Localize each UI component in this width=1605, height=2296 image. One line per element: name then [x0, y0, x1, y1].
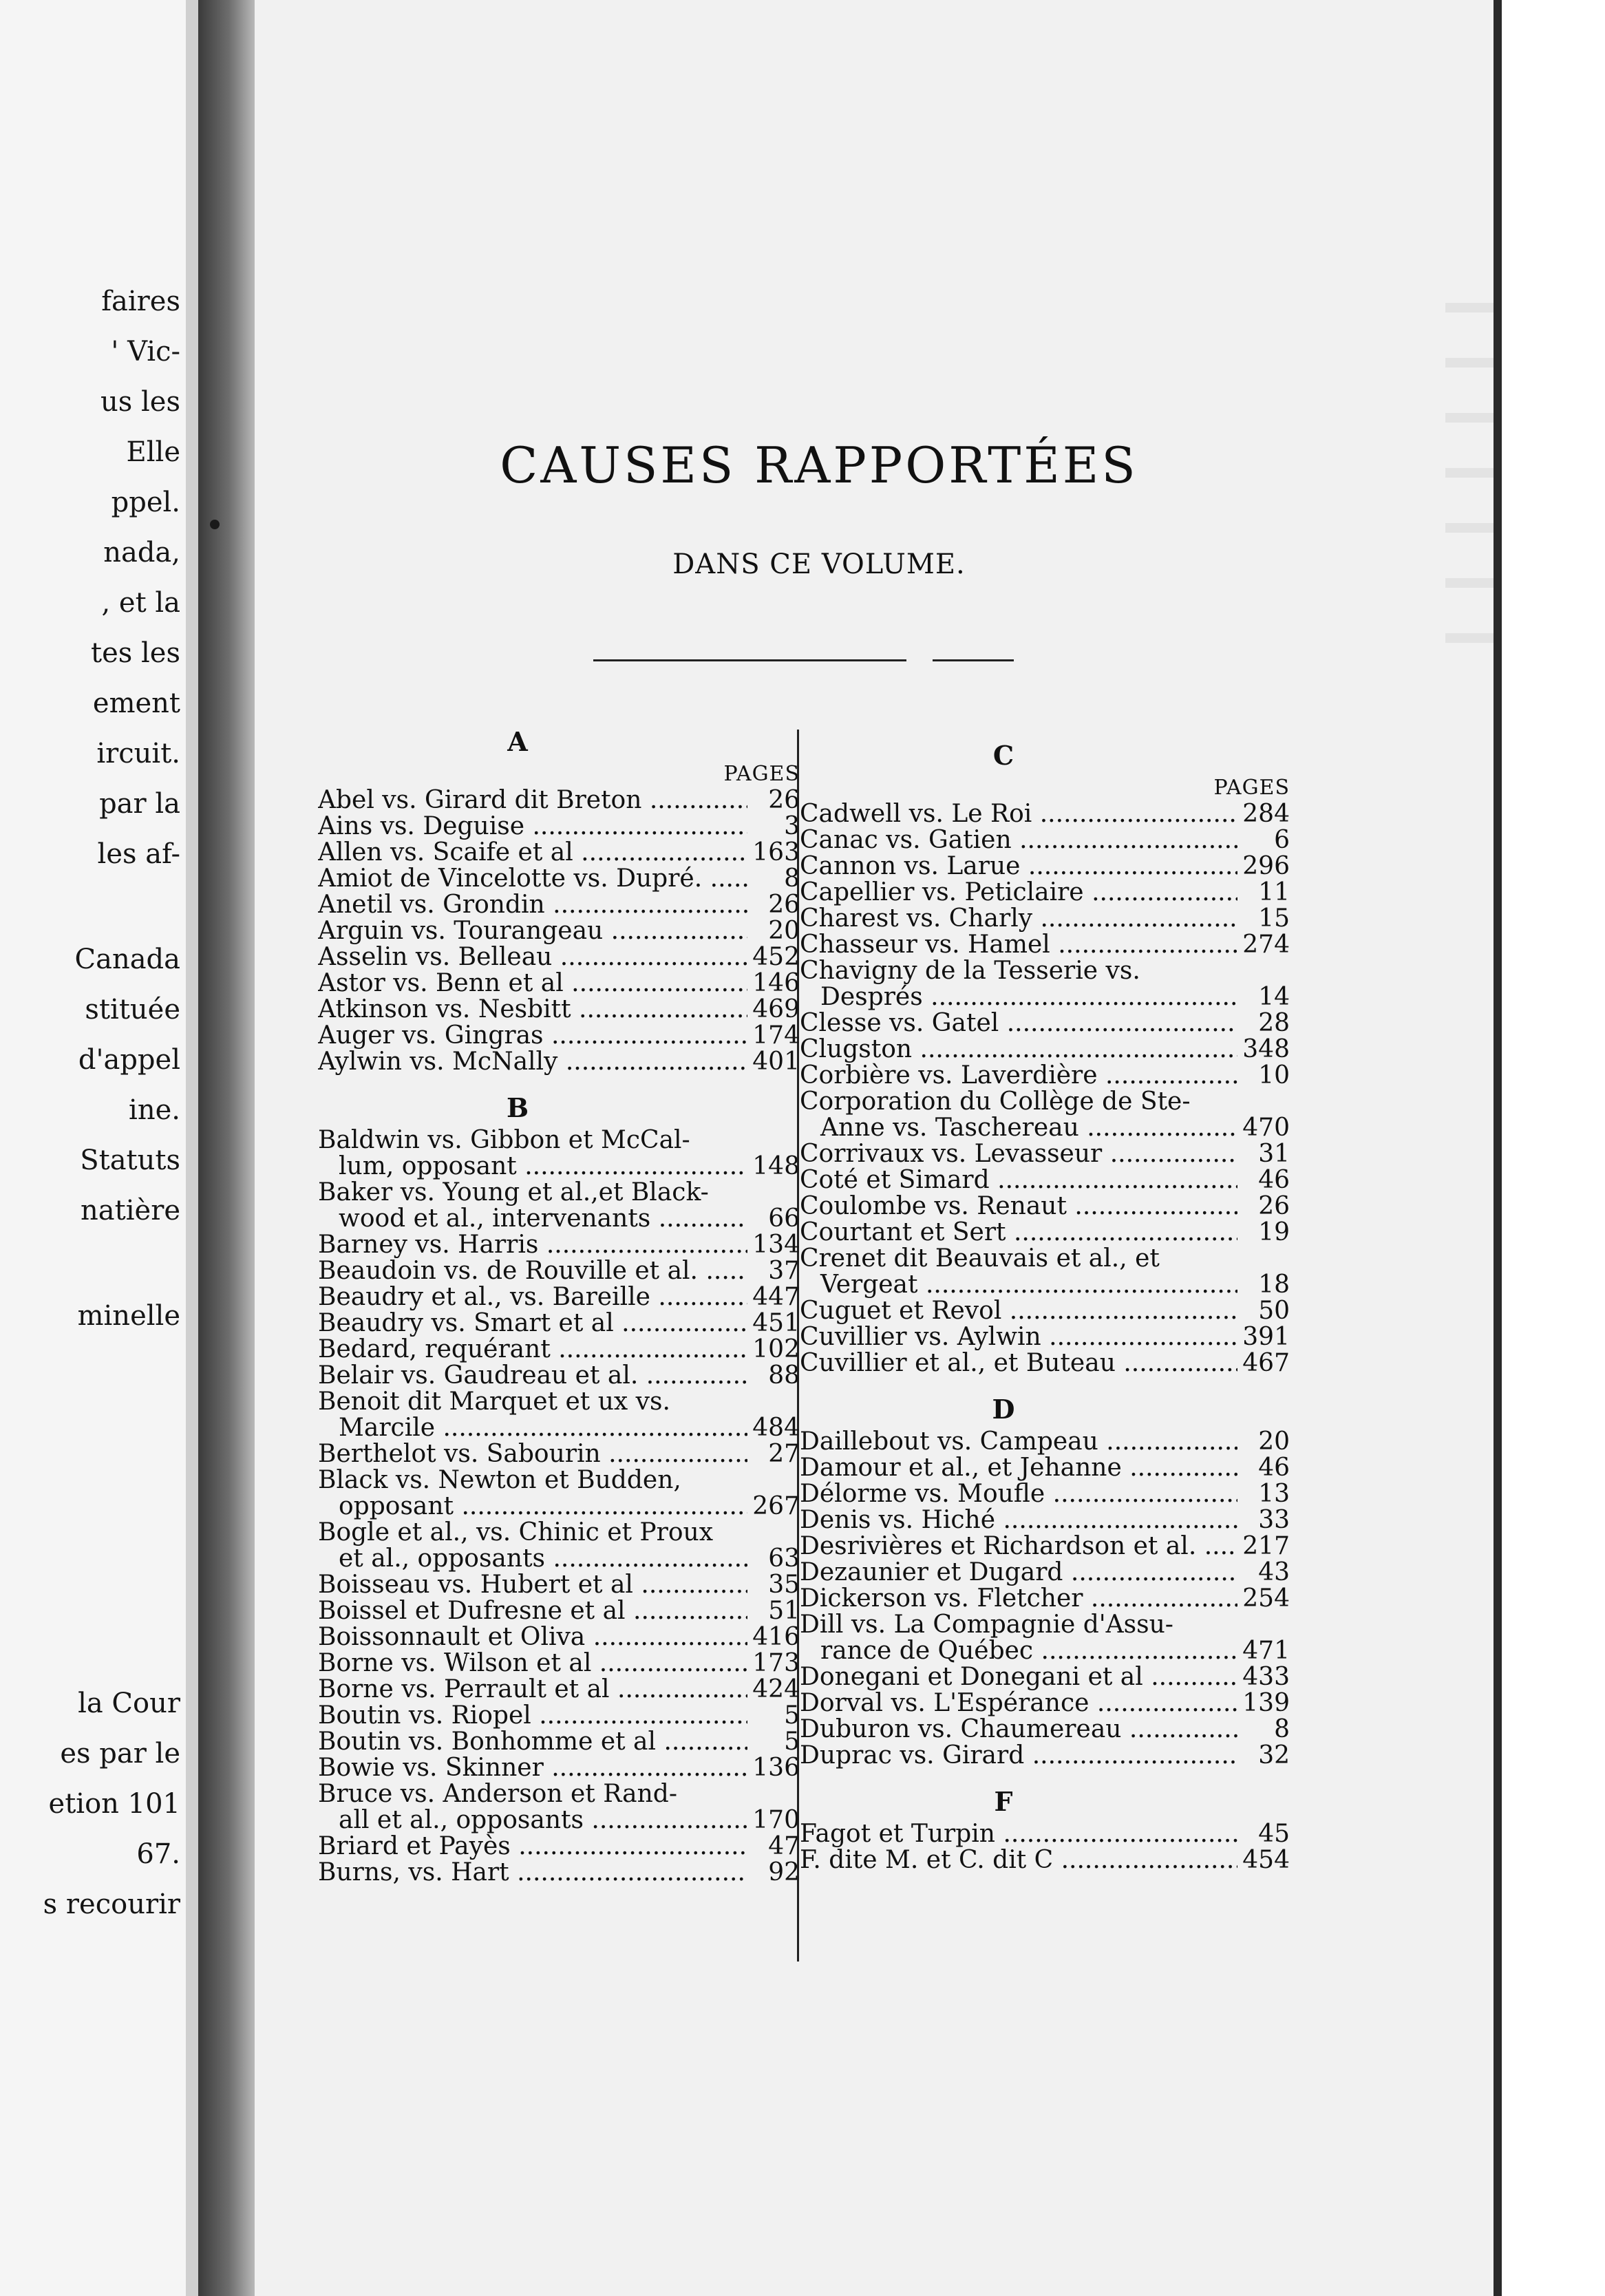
index-entry — [800, 1037, 1290, 1063]
index-entry — [800, 1298, 1290, 1324]
page-number: 163 — [752, 838, 800, 867]
case-name: Charest vs. Charly ..... — [800, 906, 1237, 932]
page-number: 173 — [752, 1649, 800, 1677]
page-number: 284 — [1242, 800, 1290, 828]
index-entry — [800, 1010, 1290, 1037]
case-name: Clugston ..... — [800, 1037, 1237, 1063]
page-number: 46 — [1258, 1454, 1290, 1482]
page-number: 433 — [1242, 1663, 1290, 1691]
index-entry — [800, 1429, 1290, 1455]
index-entry — [318, 866, 800, 892]
page-number: 19 — [1258, 1218, 1290, 1246]
index-entry — [800, 1690, 1290, 1716]
page-number: 424 — [752, 1675, 800, 1703]
facing-page-line: minelle — [77, 1300, 180, 1332]
page-number: 15 — [1258, 904, 1290, 933]
page-number: 37 — [768, 1257, 800, 1285]
facing-page-line: Canada — [74, 944, 180, 975]
case-name: Asselin vs. Belleau ..... — [318, 944, 747, 970]
section-letter: B — [506, 1092, 529, 1123]
facing-page-line: ine. — [129, 1094, 180, 1126]
page-number: 401 — [752, 1048, 800, 1076]
index-entry — [318, 1598, 800, 1624]
case-name: Chasseur vs. Hamel ..... — [800, 932, 1237, 958]
index-entry — [318, 1023, 800, 1049]
index-entry — [318, 1154, 800, 1180]
case-name: Boutin vs. Bonhomme et al ..... — [318, 1729, 747, 1755]
section-gap — [318, 1886, 800, 1900]
facing-page-line: d'appel — [78, 1044, 180, 1076]
index-entry-line: Baker vs. Young et al.,et Black- — [318, 1178, 709, 1207]
index-entry-line: Black vs. Newton et Budden, — [318, 1466, 681, 1494]
case-name: Amiot de Vincelotte vs. Dupré. ..... — [318, 866, 747, 892]
index-entry — [800, 984, 1290, 1010]
case-name: Bowie vs. Skinner ..... — [318, 1755, 747, 1781]
case-name: Corrivaux vs. Levasseur ..... — [800, 1141, 1237, 1167]
index-entry — [318, 1860, 800, 1886]
index-entry — [800, 932, 1290, 958]
case-name: Beaudry et al., vs. Bareille ..... — [318, 1284, 747, 1310]
case-name: Burns, vs. Hart ..... — [318, 1860, 747, 1886]
case-name: Donegani et Donegani et al ..... — [800, 1664, 1237, 1690]
page-number: 447 — [752, 1283, 800, 1311]
page-number: 33 — [1258, 1506, 1290, 1534]
case-name: Capellier vs. Peticlaire ..... — [800, 880, 1237, 906]
case-name: Dorval vs. L'Espérance ..... — [800, 1690, 1237, 1716]
page-number: 148 — [752, 1152, 800, 1180]
facing-page-line: us les — [100, 386, 180, 418]
page-number: 35 — [768, 1571, 800, 1599]
index-entry — [318, 1258, 800, 1284]
section-letter: D — [992, 1394, 1015, 1425]
index-entry-line: Benoit dit Marquet et ux vs. — [318, 1388, 670, 1416]
facing-page-line: ircuit. — [96, 738, 180, 769]
index-entry — [800, 1716, 1290, 1743]
index-entry — [318, 1441, 800, 1467]
index-entry — [800, 1821, 1290, 1847]
page-number: 470 — [1242, 1114, 1290, 1142]
page-subtitle: DANS CE VOLUME. — [672, 549, 966, 580]
page-number: 170 — [752, 1806, 800, 1834]
case-name: Cuvillier vs. Aylwin ..... — [800, 1324, 1237, 1350]
case-name: Aylwin vs. McNally ..... — [318, 1049, 747, 1075]
page-number: 5 — [784, 1701, 800, 1730]
page-number: 454 — [1242, 1846, 1290, 1874]
index-entry-line: Dill vs. La Compagnie d'Assu- — [800, 1611, 1173, 1639]
page-number: 471 — [1242, 1637, 1290, 1665]
page-number: 484 — [752, 1414, 800, 1442]
index-entry-line: Bogle et al., vs. Chinic et Proux — [318, 1518, 714, 1546]
index-entry — [800, 801, 1290, 827]
page-number: 217 — [1242, 1532, 1290, 1560]
index-entry — [800, 1167, 1290, 1193]
case-name: Fagot et Turpin ..... — [800, 1821, 1237, 1847]
facing-page-line: Elle — [126, 436, 180, 468]
page-number: 47 — [768, 1832, 800, 1860]
page-number: 348 — [1242, 1035, 1290, 1063]
facing-page-line: par la — [99, 788, 180, 820]
page-number: 11 — [1258, 878, 1290, 906]
index-entry — [318, 1415, 800, 1441]
page-number: 26 — [768, 786, 800, 814]
index-entry — [800, 1507, 1290, 1533]
page-number: 45 — [1258, 1820, 1290, 1848]
case-name: Boutin vs. Riopel ..... — [318, 1703, 747, 1729]
index-entry — [318, 840, 800, 866]
page-number: 20 — [768, 917, 800, 945]
page-number: 26 — [1258, 1192, 1290, 1220]
case-name: Denis vs. Hiché ..... — [800, 1507, 1237, 1533]
page-title: CAUSES RAPPORTÉES — [500, 436, 1138, 494]
index-entry — [318, 1677, 800, 1703]
index-entry — [318, 970, 800, 997]
index-entry — [318, 1624, 800, 1650]
facing-page-line: natière — [81, 1195, 180, 1226]
page-number: 88 — [768, 1361, 800, 1390]
case-name: all et al., opposants ..... — [318, 1807, 747, 1833]
page-number: 32 — [1258, 1741, 1290, 1769]
page-number: 8 — [784, 864, 800, 893]
section-letter: A — [507, 726, 528, 757]
case-name: Atkinson vs. Nesbitt ..... — [318, 997, 747, 1023]
facing-page — [0, 0, 186, 2296]
index-entry — [800, 1664, 1290, 1690]
case-name: Anetil vs. Grondin ..... — [318, 892, 747, 918]
case-name: Cadwell vs. Le Roi ..... — [800, 801, 1237, 827]
case-name: F. dite M. et C. dit C ..... — [800, 1847, 1237, 1873]
case-name: Boissonnault et Oliva ..... — [318, 1624, 747, 1650]
page-number: 66 — [768, 1204, 800, 1233]
index-entry — [800, 1141, 1290, 1167]
index-entry — [800, 1063, 1290, 1089]
case-name: Ains vs. Deguise ..... — [318, 814, 747, 840]
case-name: Délorme vs. Moufle ..... — [800, 1481, 1237, 1507]
facing-page-line: , et la — [101, 587, 180, 619]
facing-page-line: es par le — [60, 1738, 180, 1769]
facing-page-line: etion 101 — [48, 1788, 180, 1820]
index-entry — [800, 1272, 1290, 1298]
case-name: opposant ..... — [318, 1494, 747, 1520]
index-entry — [318, 1650, 800, 1677]
page-number: 139 — [1242, 1689, 1290, 1717]
case-name: Abel vs. Girard dit Breton ..... — [318, 787, 747, 814]
page-number: 18 — [1258, 1271, 1290, 1299]
page-number: 27 — [768, 1440, 800, 1468]
index-entry — [318, 918, 800, 944]
case-name: wood et al., intervenants ..... — [318, 1206, 747, 1232]
page-number: 469 — [752, 995, 800, 1023]
index-entry — [800, 1115, 1290, 1141]
case-name: Anne vs. Taschereau ..... — [800, 1115, 1237, 1141]
case-name: Després ..... — [800, 984, 1237, 1010]
case-name: lum, opposant ..... — [318, 1154, 747, 1180]
facing-page-line: 67. — [136, 1838, 180, 1870]
facing-page-line: les af- — [97, 838, 180, 870]
index-entry-line: Corporation du Collège de Ste- — [800, 1087, 1191, 1116]
facing-page-line: ' Vic- — [111, 336, 180, 368]
facing-page-line: ppel. — [111, 487, 180, 518]
section-letter: F — [994, 1786, 1013, 1817]
case-name: Arguin vs. Tourangeau ..... — [318, 918, 747, 944]
page-number: 267 — [752, 1492, 800, 1520]
page-number: 136 — [752, 1754, 800, 1782]
case-name: et al., opposants ..... — [318, 1546, 747, 1572]
section-letter: C — [992, 740, 1014, 771]
index-entry — [318, 1049, 800, 1075]
section-gap — [800, 1873, 1290, 1887]
case-name: Belair vs. Gaudreau et al. ..... — [318, 1363, 747, 1389]
index-entry — [318, 787, 800, 814]
index-entry — [318, 1284, 800, 1310]
page-number: 28 — [1258, 1009, 1290, 1037]
facing-page-line: stituée — [85, 994, 180, 1025]
case-name: Boissel et Dufresne et al ..... — [318, 1598, 747, 1624]
page-number: 102 — [752, 1335, 800, 1363]
page-number: 174 — [752, 1021, 800, 1050]
title-rule — [593, 659, 906, 661]
case-name: Daillebout vs. Campeau ..... — [800, 1429, 1237, 1455]
case-name: Borne vs. Perrault et al ..... — [318, 1677, 747, 1703]
index-entry — [800, 906, 1290, 932]
index-entry — [800, 1533, 1290, 1560]
case-name: Berthelot vs. Sabourin ..... — [318, 1441, 747, 1467]
case-name: Duburon vs. Chaumereau ..... — [800, 1716, 1237, 1743]
scan-margin — [1494, 0, 1605, 2296]
case-name: Beaudoin vs. de Rouville et al. ..... — [318, 1258, 747, 1284]
case-name: Marcile ..... — [318, 1415, 747, 1441]
page-number: 51 — [768, 1597, 800, 1625]
case-name: Desrivières et Richardson et al. ..... — [800, 1533, 1237, 1560]
binding-mark — [210, 520, 220, 529]
title-rule — [933, 659, 1014, 661]
page-number: 50 — [1258, 1297, 1290, 1325]
case-name: Auger vs. Gingras ..... — [318, 1023, 747, 1049]
case-name: Vergeat ..... — [800, 1272, 1237, 1298]
index-entry — [800, 853, 1290, 880]
index-entry-line: Crenet dit Beauvais et al., et — [800, 1244, 1160, 1273]
index-entry — [318, 1546, 800, 1572]
page-number: 92 — [768, 1858, 800, 1886]
facing-page-line: Statuts — [80, 1145, 180, 1176]
index-column-right — [800, 736, 1290, 1887]
page-number: 10 — [1258, 1061, 1290, 1089]
index-entry-line: Chavigny de la Tesserie vs. — [800, 957, 1140, 985]
page-number: 134 — [752, 1231, 800, 1259]
case-name: Corbière vs. Laverdière ..... — [800, 1063, 1237, 1089]
index-entry — [318, 997, 800, 1023]
page-number: 8 — [1274, 1715, 1290, 1743]
index-entry — [800, 1220, 1290, 1246]
index-entry-line: Bruce vs. Anderson et Rand- — [318, 1780, 677, 1808]
index-entry — [800, 1560, 1290, 1586]
index-entry — [318, 1755, 800, 1781]
index-entry — [318, 1206, 800, 1232]
page-number: 26 — [768, 891, 800, 919]
case-name: Damour et al., et Jehanne ..... — [800, 1455, 1237, 1481]
case-name: Briard et Payès ..... — [318, 1833, 747, 1860]
case-name: Borne vs. Wilson et al ..... — [318, 1650, 747, 1677]
facing-page-line: tes les — [91, 637, 180, 669]
case-name: rance de Québec ..... — [800, 1638, 1237, 1664]
pages-header: PAGES — [723, 762, 800, 786]
index-entry — [800, 1743, 1290, 1769]
index-column-left — [318, 723, 800, 1900]
page-number: 274 — [1242, 931, 1290, 959]
case-name: Clesse vs. Gatel ..... — [800, 1010, 1237, 1037]
case-name: Duprac vs. Girard ..... — [800, 1743, 1237, 1769]
case-name: Beaudry vs. Smart et al ..... — [318, 1310, 747, 1337]
section-gap — [800, 1769, 1290, 1783]
facing-page-line: ement — [92, 688, 180, 719]
facing-page-line: s recourir — [43, 1889, 180, 1920]
page-number: 467 — [1242, 1349, 1290, 1377]
index-entry — [318, 1363, 800, 1389]
page-number: 46 — [1258, 1166, 1290, 1194]
case-name: Boisseau vs. Hubert et al ..... — [318, 1572, 747, 1598]
case-name: Barney vs. Harris ..... — [318, 1232, 747, 1258]
index-entry — [800, 1847, 1290, 1873]
case-name: Allen vs. Scaife et al ..... — [318, 840, 747, 866]
index-entry — [318, 1833, 800, 1860]
index-entry — [800, 880, 1290, 906]
case-name: Cuvillier et al., et Buteau ..... — [800, 1350, 1237, 1376]
index-entry — [800, 827, 1290, 853]
page-number: 254 — [1242, 1584, 1290, 1613]
page-number: 6 — [1274, 826, 1290, 854]
index-entry — [318, 1807, 800, 1833]
index-entry — [318, 1572, 800, 1598]
index-entry — [800, 1350, 1290, 1376]
case-name: Coté et Simard ..... — [800, 1167, 1237, 1193]
case-name: Cuguet et Revol ..... — [800, 1298, 1237, 1324]
index-entry — [318, 1232, 800, 1258]
case-name: Canac vs. Gatien ..... — [800, 827, 1237, 853]
index-entry — [318, 1337, 800, 1363]
index-entry — [800, 1324, 1290, 1350]
index-entry — [318, 1729, 800, 1755]
section-gap — [318, 1075, 800, 1089]
pages-header: PAGES — [1213, 776, 1290, 800]
page-number: 452 — [752, 943, 800, 971]
page-number: 296 — [1242, 852, 1290, 880]
index-entry — [318, 892, 800, 918]
index-entry — [318, 814, 800, 840]
page-number: 5 — [784, 1728, 800, 1756]
page-number: 391 — [1242, 1323, 1290, 1351]
section-gap — [800, 1376, 1290, 1390]
index-entry — [318, 1703, 800, 1729]
page-number: 63 — [768, 1544, 800, 1573]
page-number: 146 — [752, 969, 800, 997]
case-name: Coulombe vs. Renaut ..... — [800, 1193, 1237, 1220]
case-name: Astor vs. Benn et al ..... — [318, 970, 747, 997]
index-entry — [318, 1494, 800, 1520]
page-number: 13 — [1258, 1480, 1290, 1508]
case-name: Dezaunier et Dugard ..... — [800, 1560, 1237, 1586]
facing-page-line: faires — [101, 286, 180, 317]
index-entry — [800, 1193, 1290, 1220]
page-number: 451 — [752, 1309, 800, 1337]
index-entry — [800, 1638, 1290, 1664]
book-gutter — [198, 0, 255, 2296]
page-number: 416 — [752, 1623, 800, 1651]
index-entry — [318, 1310, 800, 1337]
index-entry-line: Baldwin vs. Gibbon et McCal- — [318, 1126, 690, 1154]
facing-page-line: la Cour — [78, 1688, 180, 1719]
facing-page-line: nada, — [103, 537, 180, 568]
case-name: Courtant et Sert ..... — [800, 1220, 1237, 1246]
case-name: Dickerson vs. Fletcher ..... — [800, 1586, 1237, 1612]
page-number: 14 — [1258, 983, 1290, 1011]
index-entry — [800, 1455, 1290, 1481]
page-number: 3 — [784, 812, 800, 840]
page-number: 20 — [1258, 1427, 1290, 1456]
page-number: 31 — [1258, 1140, 1290, 1168]
facing-page-edge — [186, 0, 198, 2296]
page-number: 43 — [1258, 1558, 1290, 1586]
case-name: Cannon vs. Larue ..... — [800, 853, 1237, 880]
index-entry — [800, 1481, 1290, 1507]
index-entry — [318, 944, 800, 970]
case-name: Bedard, requérant ..... — [318, 1337, 747, 1363]
index-entry — [800, 1586, 1290, 1612]
